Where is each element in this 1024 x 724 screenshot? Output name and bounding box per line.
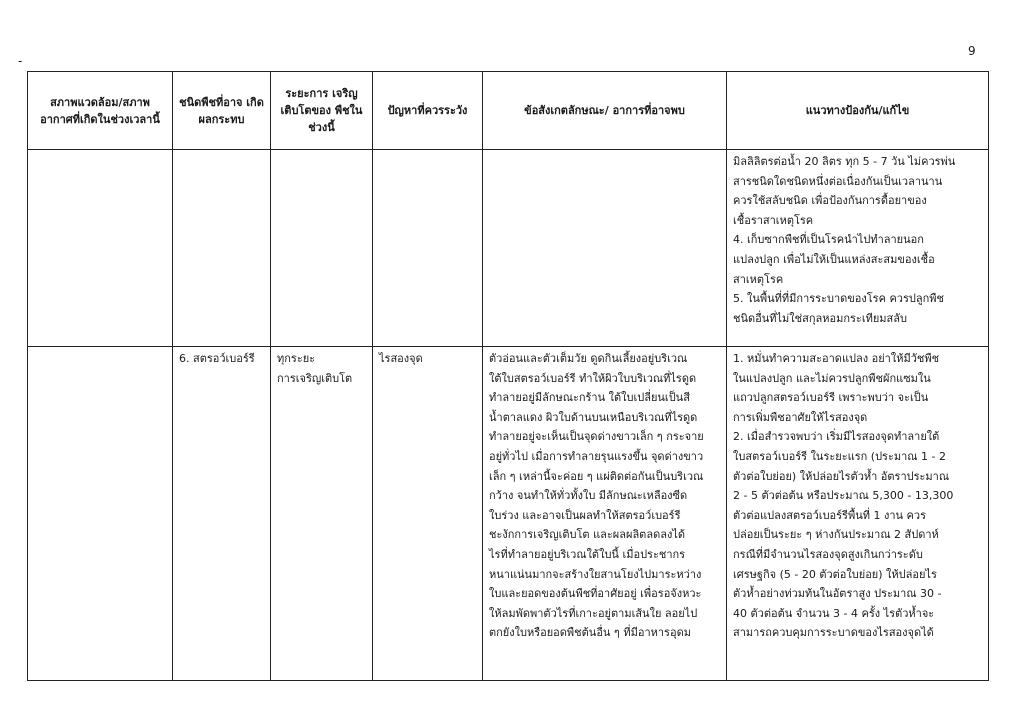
header-crop: ชนิดพืชที่อาจ เกิดผลกระทบ <box>173 72 271 150</box>
cell-symptoms <box>483 150 727 347</box>
cell-prevention: 1. หมั่นทำความสะอาดแปลง อย่าให้มีวัชพืช ในแปลงปลูก และไม่ควรปลูกพืชผักแซมใน แถวปลูกสตรอว์เบอร์รี เพราะพบว่า จะเป็น การเพิ่มพืชอาศัยให้ไรสองจุด 2. เมื่อสำรวจพบว่า เริ่มมีไรสองจุดทำลายใต้ ใบสตรอว์เบอร์รี ในระยะแรก (ประมาณ 1 - 2 ตัวต่อใบย่อย) ให้ปล่อยไรตัวห้ำ อัตราประมาณ 2 - 5 ตัวต่อต้น หรือประมาณ 5,300 - 13,300 ตัวต่อแปลงสตรอว์เบอร์รีพื้นที่ 1 งาน ควร ปล่อยเป็นระยะ ๆ ห่างกันประมาณ 2 สัปดาห์ กรณีที่มีจำนวนไรสองจุดสูงเกินกว่าระดับ เศรษฐกิจ (5 - 20 ตัวต่อใบย่อย) ให้ปล่อยไร ตัวห้ำอย่างท่วมท้นในอัตราสูง ประมาณ 30 - 40 ตัวต่อต้น จำนวน 3 - 4 ครั้ง ไรตัวห้ำจะ สามารถควบคุมการระบาดของไรสองจุดได้ <box>727 347 989 681</box>
cell-condition <box>28 150 173 347</box>
table-row <box>28 347 989 681</box>
cell-problem: ไรสองจุด <box>373 347 483 681</box>
page-number: 9 <box>968 44 976 58</box>
header-prevention: แนวทางป้องกัน/แก้ไข <box>727 72 989 150</box>
cell-stage: ทุกระยะ การเจริญเติบโต <box>271 347 373 681</box>
header-condition: สภาพแวดล้อม/สภาพ อากาศที่เกิดในช่วงเวลานี้ <box>28 72 173 150</box>
cell-prevention: มิลลิลิตรต่อน้ำ 20 ลิตร ทุก 5 - 7 วัน ไม่ควรพ่น สารชนิดใดชนิดหนึ่งต่อเนื่องกันเป็นเวลานาน ควรใช้สลับชนิด เพื่อป้องกันการดื้อยาของ เชื้อราสาเหตุโรค 4. เก็บซากพืชที่เป็นโรคนำไปทำลายนอก แปลงปลูก เพื่อไม่ให้เป็นแหล่งสะสมของเชื้อ สาเหตุโรค 5. ในพื้นที่ที่มีการระบาดของโรค ควรปลูกพืช ชนิดอื่นที่ไม่ใช่สกุลหอมกระเทียมสลับ <box>727 150 989 347</box>
cell-crop <box>173 150 271 347</box>
cell-crop: 6. สตรอว์เบอร์รี <box>173 347 271 681</box>
cell-problem <box>373 150 483 347</box>
pest-management-table <box>27 71 989 681</box>
cell-stage <box>271 150 373 347</box>
header-symptoms: ข้อสังเกตลักษณะ/ อาการที่อาจพบ <box>483 72 727 150</box>
header-row <box>28 72 989 150</box>
header-growth-stage: ระยะการ เจริญเติบโตของ พืชในช่วงนี้ <box>271 72 373 150</box>
table-row <box>28 150 989 347</box>
stray-mark: - <box>18 54 23 68</box>
cell-condition <box>28 347 173 681</box>
cell-symptoms: ตัวอ่อนและตัวเต็มวัย ดูดกินเลี้ยงอยู่บริเวณ ใต้ใบสตรอว์เบอร์รี ทำให้ผิวใบบริเวณที่ไรดูด ทำลายอยู่มีลักษณะกร้าน ใต้ใบเปลี่ยนเป็นสี น้ำตาลแดง ผิวใบด้านบนเหนือบริเวณที่ไรดูด ทำลายอยู่จะเห็นเป็นจุดด่างขาวเล็ก ๆ กระจาย อยู่ทั่วไป เมื่อการทำลายรุนแรงขึ้น จุดด่างขาว เล็ก ๆ เหล่านี้จะค่อย ๆ แผ่ติดต่อกันเป็นบริเวณ กว้าง จนทำให้ทั่วทั้งใบ มีลักษณะเหลืองซีด ใบร่วง และอาจเป็นผลทำให้สตรอว์เบอร์รี ชะงักการเจริญเติบโต และผลผลิตลดลงได้ ไรที่ทำลายอยู่บริเวณใต้ใบนี้ เมื่อประชากร หนาแน่นมากจะสร้างใยสานโยงไปมาระหว่าง ใบและยอดของต้นพืชที่อาศัยอยู่ เพื่อรอจังหวะ ให้ลมพัดพาตัวไรที่เกาะอยู่ตามเส้นใย ลอยไป ตกยังใบหรือยอดพืชต้นอื่น ๆ ที่มีอาหารอุดม <box>483 347 727 681</box>
header-problem: ปัญหาที่ควรระวัง <box>373 72 483 150</box>
